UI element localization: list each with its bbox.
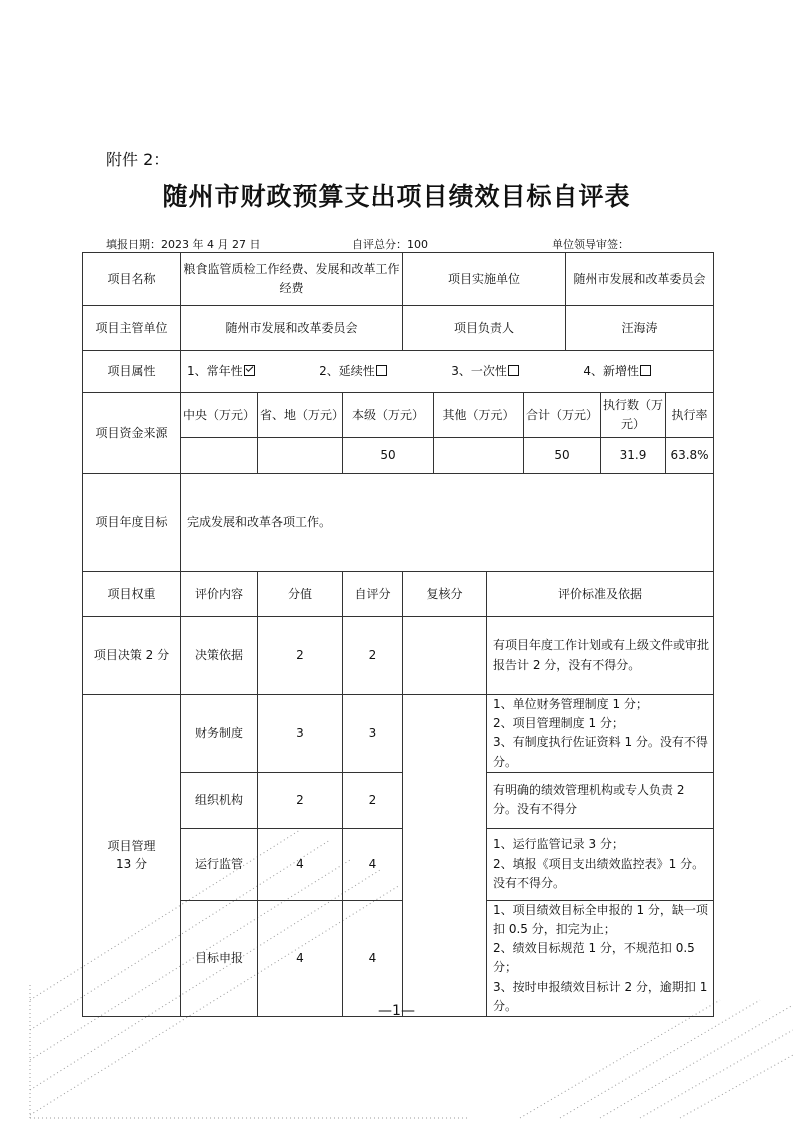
supervisor-row (83, 306, 714, 351)
mgmt-weight-line1: 项目管理 (107, 838, 156, 853)
funds-label: 项目资金来源 (83, 393, 181, 474)
attr-option-4[interactable]: 4、新增性 (583, 362, 651, 381)
mgmt-row (83, 695, 714, 773)
funds-value (434, 438, 524, 474)
eval-header: 评价内容 (181, 572, 258, 617)
funds-value: 63.8% (666, 438, 714, 474)
decision-content: 决策依据 (181, 617, 258, 695)
mgmt-self: 4 (343, 900, 403, 1016)
mgmt-weight-line2: 13 分 (115, 857, 148, 872)
funds-value: 50 (343, 438, 434, 474)
decision-score: 2 (258, 617, 343, 695)
checkbox-icon[interactable] (508, 365, 519, 376)
page-title: 随州市财政预算支出项目绩效目标自评表 (162, 182, 631, 211)
attr-label: 项目属性 (83, 351, 181, 393)
funds-value (258, 438, 343, 474)
mgmt-criteria: 有明确的绩效管理机构或专人负责 2 分。没有不得分 (487, 772, 714, 828)
mgmt-score: 2 (258, 772, 343, 828)
leader-label: 项目负责人 (403, 306, 566, 351)
impl-unit-value: 随州市发展和改革委员会 (566, 253, 714, 306)
decision-review (403, 617, 487, 695)
attr-option-2[interactable]: 2、延续性 (319, 362, 387, 381)
evaluation-table (82, 252, 714, 1017)
checkbox-icon[interactable] (640, 365, 651, 376)
mgmt-self: 4 (343, 828, 403, 900)
mgmt-criteria: 1、单位财务管理制度 1 分； 2、项目管理制度 1 分； 3、有制度执行佐证资料 1 分。没有不得分。 (487, 695, 714, 773)
mgmt-content: 财务制度 (181, 695, 258, 773)
funds-header: 中央（万元） (181, 393, 258, 438)
leader-value: 汪海涛 (566, 306, 714, 351)
funds-header: 执行数（万元） (601, 393, 666, 438)
funds-header: 本级（万元） (343, 393, 434, 438)
fill-date: 填报日期：2023 年 4 月 27 日 (106, 238, 261, 251)
funds-header-row (83, 393, 714, 438)
decision-self: 2 (343, 617, 403, 695)
mgmt-review (403, 828, 487, 900)
mgmt-self: 3 (343, 695, 403, 773)
self-score-total: 自评总分：100 (352, 238, 428, 251)
funds-header: 其他（万元） (434, 393, 524, 438)
attr-option-1[interactable]: 1、常年性 (187, 362, 255, 381)
mgmt-review (403, 900, 487, 1016)
mgmt-content: 目标申报 (181, 900, 258, 1016)
mgmt-weight (83, 695, 181, 1017)
supervisor-value: 随州市发展和改革委员会 (181, 306, 403, 351)
mgmt-criteria: 1、运行监管记录 3 分； 2、填报《项目支出绩效监控表》1 分。没有不得分。 (487, 828, 714, 900)
decision-row (83, 617, 714, 695)
project-name-label: 项目名称 (83, 253, 181, 306)
goal-row (83, 474, 714, 572)
mgmt-content: 组织机构 (181, 772, 258, 828)
goal-value: 完成发展和改革各项工作。 (181, 474, 714, 572)
eval-header: 评价标准及依据 (487, 572, 714, 617)
supervisor-label: 项目主管单位 (83, 306, 181, 351)
eval-header-row (83, 572, 714, 617)
decision-weight: 项目决策 2 分 (83, 617, 181, 695)
mgmt-self: 2 (343, 772, 403, 828)
funds-value: 31.9 (601, 438, 666, 474)
project-name-row (83, 253, 714, 306)
eval-header: 项目权重 (83, 572, 181, 617)
funds-header: 合计（万元） (524, 393, 601, 438)
mgmt-review (403, 772, 487, 828)
mgmt-score: 3 (258, 695, 343, 773)
checkbox-icon[interactable] (376, 365, 387, 376)
attribute-row (83, 351, 714, 393)
mgmt-score: 4 (258, 828, 343, 900)
mgmt-content: 运行监管 (181, 828, 258, 900)
attr-options (181, 351, 714, 393)
eval-header: 自评分 (343, 572, 403, 617)
mgmt-review (403, 695, 487, 773)
funds-value: 50 (524, 438, 601, 474)
attr-option-3[interactable]: 3、一次性 (451, 362, 519, 381)
impl-unit-label: 项目实施单位 (403, 253, 566, 306)
goal-label: 项目年度目标 (83, 474, 181, 572)
project-name-value: 粮食监管质检工作经费、发展和改革工作经费 (181, 253, 403, 306)
decision-criteria: 有项目年度工作计划或有上级文件或审批报告计 2 分，没有不得分。 (487, 617, 714, 695)
funds-header: 执行率 (666, 393, 714, 438)
eval-header: 复核分 (403, 572, 487, 617)
mgmt-score: 4 (258, 900, 343, 1016)
mgmt-criteria: 1、项目绩效目标全申报的 1 分，缺一项扣 0.5 分，扣完为止； 2、绩效目标规范 1 分，不规范扣 0.5 分； 3、按时申报绩效目标计 2 分，逾期扣 1 分。 (487, 900, 714, 1016)
funds-header: 省、地（万元） (258, 393, 343, 438)
leader-sign: 单位领导审签： (552, 238, 629, 251)
attachment-label: 附件 2： (106, 150, 170, 169)
eval-header: 分值 (258, 572, 343, 617)
funds-value (181, 438, 258, 474)
page-number: —1— (378, 1003, 415, 1019)
checkbox-checked-icon[interactable] (244, 365, 255, 376)
